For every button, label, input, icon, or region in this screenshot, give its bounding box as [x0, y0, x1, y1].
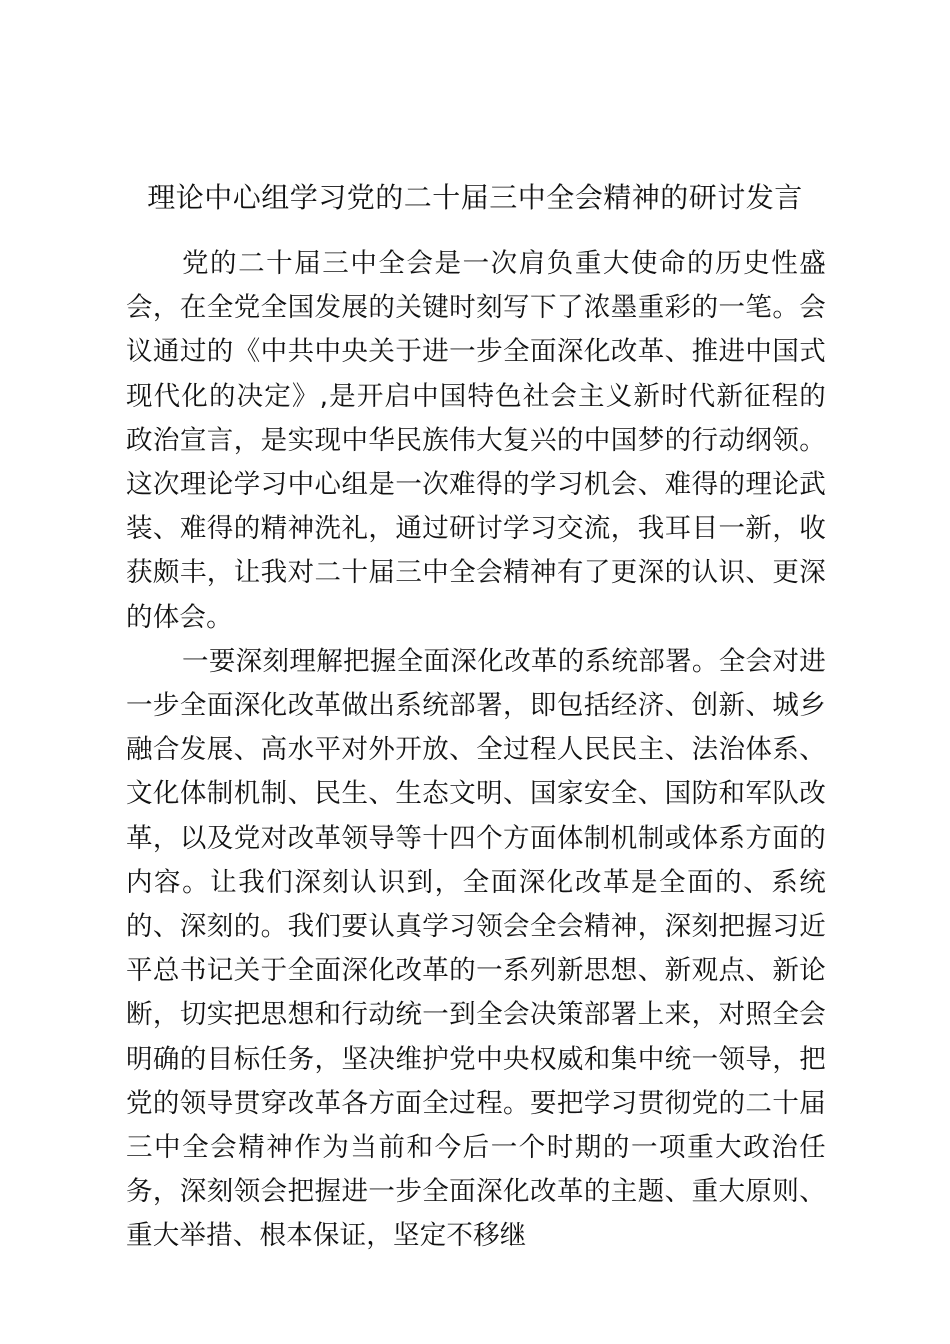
- paragraph-intro: 党的二十届三中全会是一次肩负重大使命的历史性盛会，在全党全国发展的关键时刻写下了浓墨重彩的一笔。会议通过的《中共中央关于进一步全面深化改革、推进中国式现代化的决定》,是开启中国特色社会主义新时代新征程的政治宣言，是实现中华民族伟大复兴的中国梦的行动纲领。这次理论学习中心组是一次难得的学习机会、难得的理论武装、难得的精神洗礼，通过研讨学习交流，我耳目一新，收获颇丰，让我对二十届三中全会精神有了更深的认识、更深的体会。: [126, 248, 826, 633]
- paragraph-point-one: 一要深刻理解把握全面深化改革的系统部署。全会对进一步全面深化改革做出系统部署，即包括经济、创新、城乡融合发展、高水平对外开放、全过程人民民主、法治体系、文化体制机制、民生、生态文明、国家安全、国防和军队改革，以及党对改革领导等十四个方面体制机制或体系方面的内容。让我们深刻认识到，全面深化改革是全面的、系统的、深刻的。我们要认真学习领会全会精神，深刻把握习近平总书记关于全面深化改革的一系列新思想、新观点、新论断，切实把思想和行动统一到全会决策部署上来，对照全会明确的目标任务，坚决维护党中央权威和集中统一领导，把党的领导贯穿改革各方面全过程。要把学习贯彻党的二十届三中全会精神作为当前和今后一个时期的一项重大政治任务，深刻领会把握进一步全面深化改革的主题、重大原则、重大举措、根本保证，坚定不移继: [126, 645, 826, 1252]
- document-body: [126, 242, 826, 1259]
- document-title: 理论中心组学习党的二十届三中全会精神的研讨发言: [147, 181, 803, 214]
